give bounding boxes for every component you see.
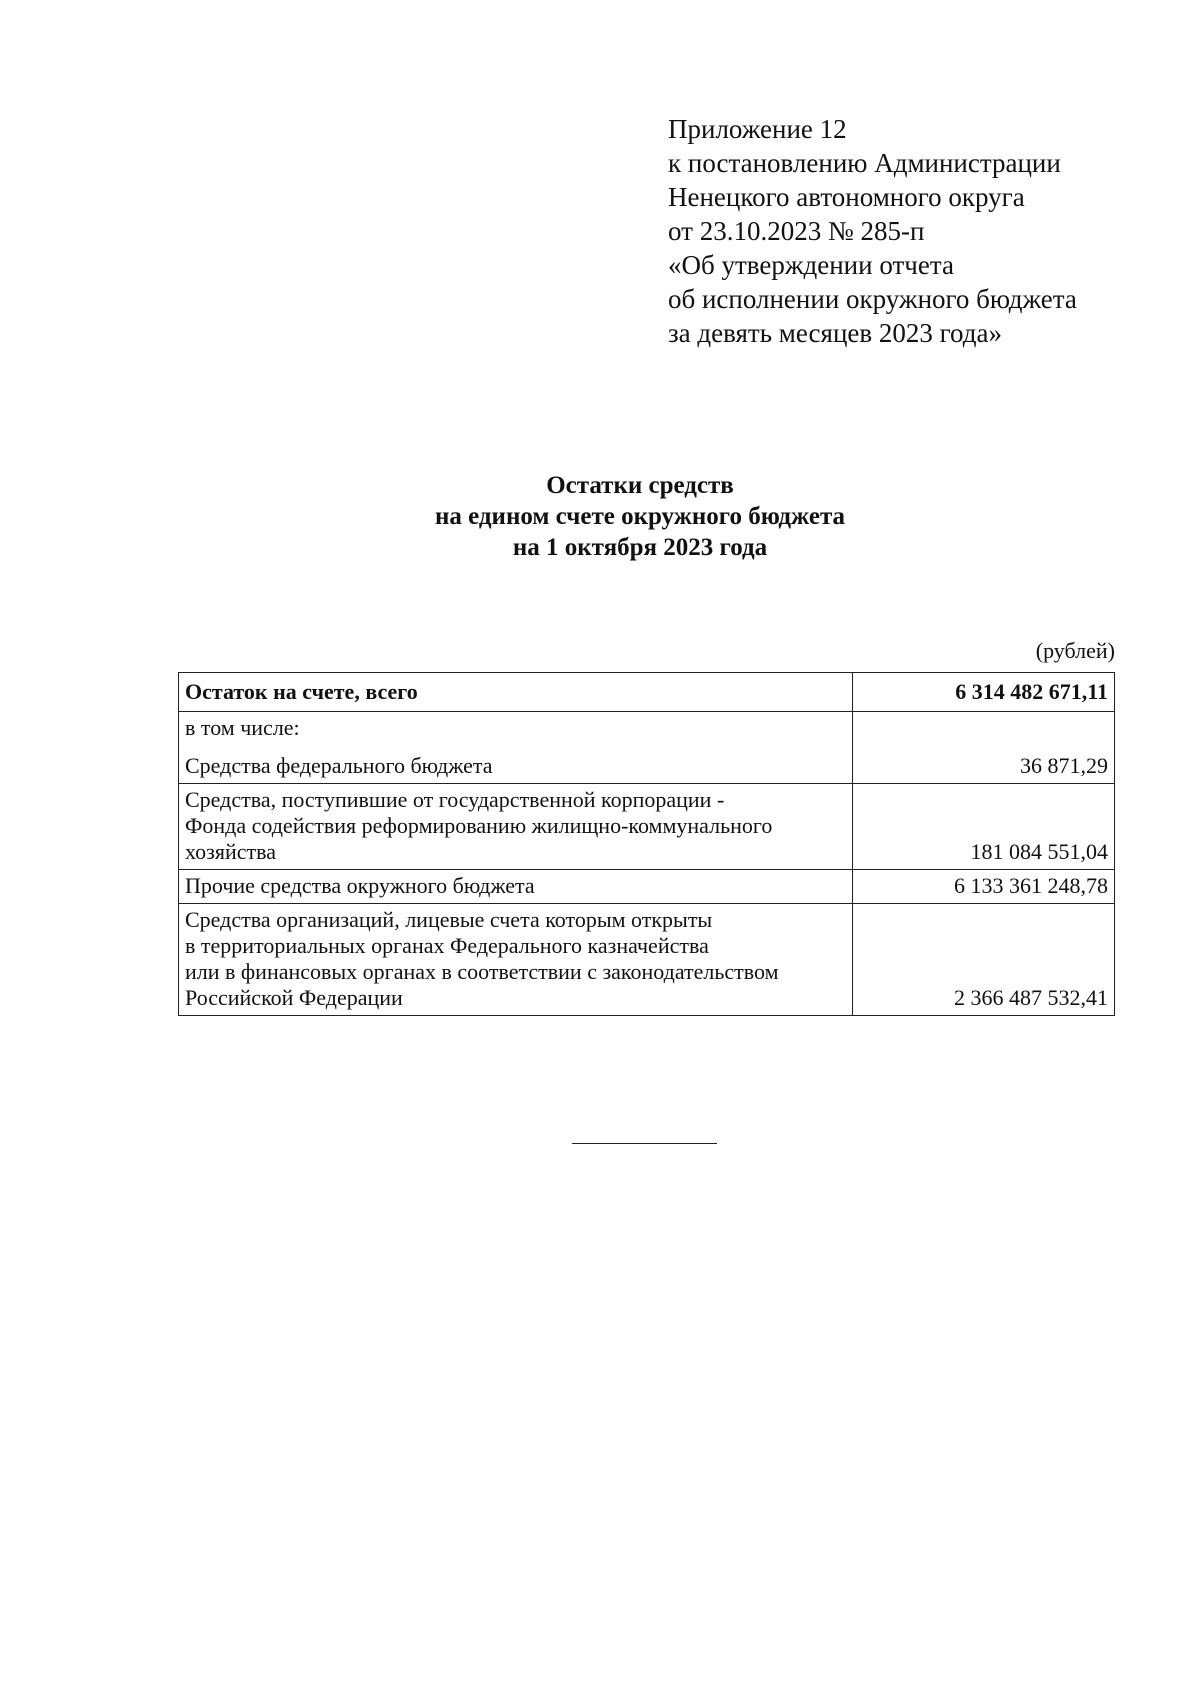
organizations-label-line: Средства организаций, лицевые счета которым открыты (185, 907, 713, 932)
appendix-line: за девять месяцев 2023 года» (668, 318, 1002, 348)
organizations-label-line: в территориальных органах Федерального казначейства (185, 933, 709, 958)
fund-value: 181 084 551,04 (853, 784, 1115, 870)
other-label: Прочие средства окружного бюджета (179, 870, 853, 904)
including-label: в том числе: (185, 715, 300, 740)
table-row-total (179, 673, 1115, 712)
units-label: (рублей) (1035, 638, 1115, 663)
total-value: 6 314 482 671,11 (853, 673, 1115, 712)
fund-label-line: Средства, поступившие от государственной корпорации - (185, 787, 725, 812)
spacer (185, 741, 846, 753)
fund-label-line: Фонда содействия реформированию жилищно-коммунального (185, 813, 773, 838)
title-line: на едином счете окружного бюджета (434, 503, 846, 530)
fund-cell (179, 784, 853, 870)
appendix-line: «Об утверждении отчета (668, 250, 954, 280)
fund-label-line: хозяйства (185, 839, 276, 864)
organizations-label-line: или в финансовых органах в соответствии с законодательством (185, 959, 779, 984)
appendix-header (668, 112, 1077, 350)
organizations-label-line: Российской Федерации (185, 985, 403, 1010)
federal-label: Средства федерального бюджета (185, 753, 493, 778)
balances-table (178, 672, 1115, 1016)
table-row-federal (179, 712, 1115, 784)
other-value: 6 133 361 248,78 (853, 870, 1115, 904)
federal-cell (179, 712, 853, 784)
total-label: Остаток на счете, всего (179, 673, 853, 712)
appendix-line: об исполнении окружного бюджета (668, 284, 1077, 314)
appendix-line: Ненецкого автономного округа (668, 182, 1025, 212)
appendix-line: Приложение 12 (668, 114, 847, 144)
table-row-other (179, 870, 1115, 904)
appendix-line: к постановлению Администрации (668, 148, 1061, 178)
closing-divider (572, 1143, 717, 1144)
organizations-value: 2 366 487 532,41 (853, 904, 1115, 1016)
document-title (0, 470, 1200, 563)
title-line: Остатки средств (546, 472, 734, 499)
appendix-line: от 23.10.2023 № 285-п (668, 216, 925, 246)
table-row-fund (179, 784, 1115, 870)
organizations-cell (179, 904, 853, 1016)
table-row-organizations (179, 904, 1115, 1016)
federal-value: 36 871,29 (853, 712, 1115, 784)
title-line: на 1 октября 2023 года (512, 534, 768, 561)
